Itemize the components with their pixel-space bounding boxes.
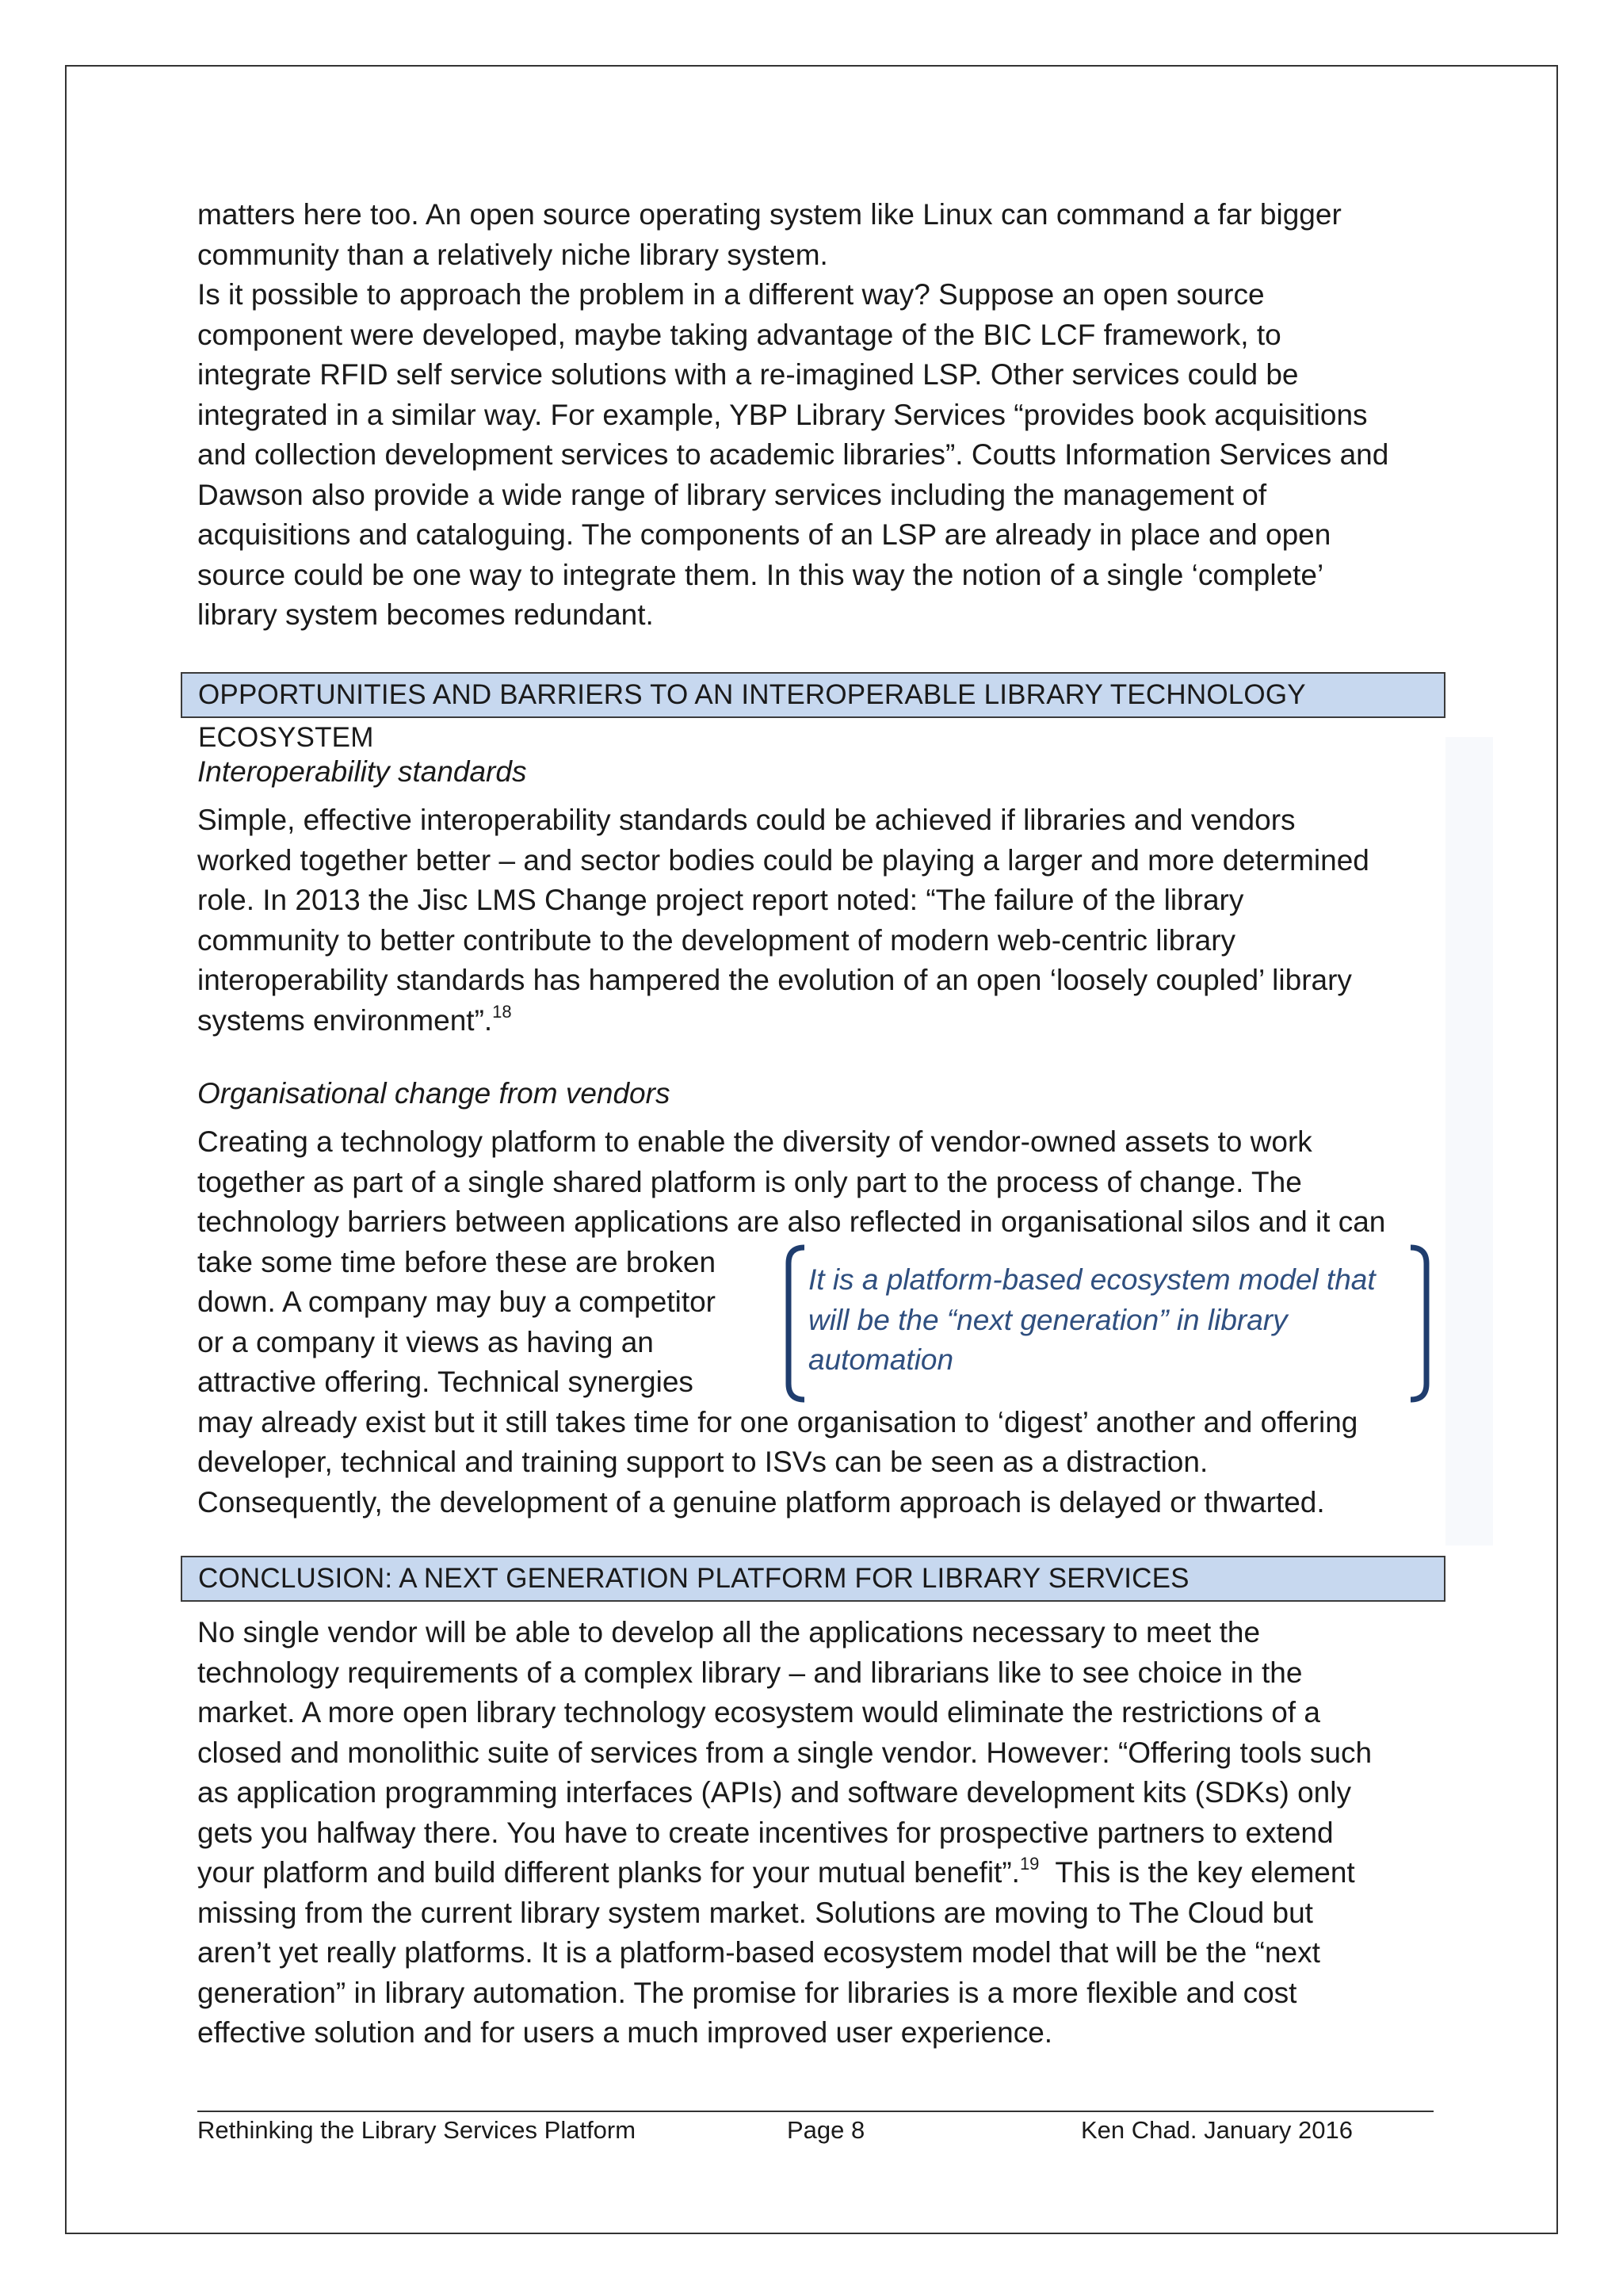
paragraph-line: integrate RFID self service solutions with a re-imagined LSP. Other services could be xyxy=(197,358,1299,391)
intro-paragraph xyxy=(197,195,1442,636)
subsection-title: Organisational change from vendors xyxy=(197,1077,670,1110)
paragraph-text: This is the key element xyxy=(1039,1856,1355,1889)
left-bracket-icon xyxy=(781,1244,812,1403)
section-heading-conclusion: CONCLUSION: A NEXT GENERATION PLATFORM FOR LIBRARY SERVICES xyxy=(181,1556,1445,1602)
paragraph-line: Consequently, the development of a genuine platform approach is delayed or thwarted. xyxy=(197,1485,1325,1519)
paragraph-line: acquisitions and cataloguing. The components of an LSP are already in place and open xyxy=(197,518,1331,551)
paragraph-line: and collection development services to academic libraries”. Coutts Information Services and xyxy=(197,438,1389,471)
pull-quote-line: will be the “next generation” in library xyxy=(808,1303,1288,1336)
paragraph-line: or a company it views as having an xyxy=(197,1325,654,1358)
paragraph-line: library system becomes redundant. xyxy=(197,598,654,631)
paragraph-line: source could be one way to integrate them. In this way the notion of a single ‘complete’ xyxy=(197,558,1324,591)
pull-quote-line: automation xyxy=(808,1343,954,1376)
paragraph-line: Is it possible to approach the problem in a different way? Suppose an open source xyxy=(197,278,1265,311)
paragraph-line: technology barriers between applications are also reflected in organisational silos and it can xyxy=(197,1205,1386,1238)
paragraph-line: No single vendor will be able to develop all the applications necessary to meet the xyxy=(197,1616,1261,1648)
paragraph-line: technology requirements of a complex library – and librarians like to see choice in the xyxy=(197,1656,1303,1689)
subsection-body xyxy=(197,800,1442,1001)
subsection-interoperability xyxy=(197,752,1442,1041)
paragraph-line: missing from the current library system market. Solutions are moving to The Cloud but xyxy=(197,1896,1313,1929)
paragraph-line: attractive offering. Technical synergies xyxy=(197,1366,693,1398)
paragraph-line: effective solution and for users a much improved user experience. xyxy=(197,2016,1053,2049)
right-bracket-icon xyxy=(1403,1244,1434,1403)
paragraph-text: systems environment”. xyxy=(197,1003,493,1037)
paragraph-line: as application programming interfaces (APIs) and software development kits (SDKs) only xyxy=(197,1776,1351,1809)
paragraph-text: your platform and build different planks for your mutual benefit”. xyxy=(197,1856,1020,1889)
subsection-body-continued xyxy=(197,1403,1442,1523)
section-heading-opportunities: OPPORTUNITIES AND BARRIERS TO AN INTEROPERABLE LIBRARY TECHNOLOGY ECOSYSTEM xyxy=(181,672,1445,718)
footer-rule xyxy=(197,2111,1434,2112)
paragraph-line: matters here too. An open source operating system like Linux can command a far bigger xyxy=(197,198,1342,231)
footer-page-number: Page 8 xyxy=(787,2116,865,2144)
paragraph-line: developer, technical and training support to ISVs can be seen as a distraction. xyxy=(197,1446,1209,1478)
paragraph-line: Dawson also provide a wide range of library services including the management of xyxy=(197,478,1267,511)
paragraph-line: may already exist but it still takes time for one organisation to ‘digest’ another and offering xyxy=(197,1405,1358,1438)
paragraph-line: together as part of a single shared platform is only part to the process of change. The xyxy=(197,1165,1302,1198)
subsection-title: Interoperability standards xyxy=(197,755,527,788)
footnote-ref-18[interactable]: 18 xyxy=(492,1001,512,1022)
paragraph-line: aren’t yet really platforms. It is a platform-based ecosystem model that will be the “next xyxy=(197,1936,1320,1969)
paragraph-line: market. A more open library technology ecosystem would eliminate the restrictions of a xyxy=(197,1696,1320,1729)
paragraph-line: community to better contribute to the development of modern web-centric library xyxy=(197,923,1236,957)
paragraph-line: down. A company may buy a competitor xyxy=(197,1286,716,1318)
paragraph-line: take some time before these are broken xyxy=(197,1245,716,1278)
paragraph-line: component were developed, maybe taking advantage of the BIC LCF framework, to xyxy=(197,318,1281,351)
paragraph-line xyxy=(197,1853,1442,1893)
paragraph-line: community than a relatively niche library system. xyxy=(197,238,828,271)
pull-quote-line: It is a platform-based ecosystem model that xyxy=(808,1263,1376,1296)
conclusion-paragraph xyxy=(197,1613,1442,2053)
footer-author-date: Ken Chad. January 2016 xyxy=(1081,2116,1353,2144)
paragraph-line: closed and monolithic suite of services from a single vendor. However: “Offering tools such xyxy=(197,1736,1373,1769)
paragraph-line: gets you halfway there. You have to create incentives for prospective partners to extend xyxy=(197,1816,1334,1849)
page-margin-shade xyxy=(1445,737,1493,1545)
paragraph-line: Creating a technology platform to enable the diversity of vendor-owned assets to work xyxy=(197,1125,1312,1158)
footer-title: Rethinking the Library Services Platform xyxy=(197,2116,636,2144)
wrapped-text xyxy=(197,1243,752,1403)
pull-quote xyxy=(808,1260,1403,1381)
paragraph-line: generation” in library automation. The promise for libraries is a more flexible and cost xyxy=(197,1976,1297,2009)
paragraph-line: integrated in a similar way. For example, YBP Library Services “provides book acquisitions xyxy=(197,398,1368,431)
paragraph-line: role. In 2013 the Jisc LMS Change project report noted: “The failure of the library xyxy=(197,884,1244,916)
paragraph-line: worked together better – and sector bodies could be playing a larger and more determined xyxy=(197,843,1369,877)
subsection-body xyxy=(197,1122,1442,1243)
paragraph-line xyxy=(197,1001,1442,1041)
footnote-ref-19[interactable]: 19 xyxy=(1019,1854,1040,1874)
paragraph-line: Simple, effective interoperability standards could be achieved if libraries and vendors xyxy=(197,804,1296,836)
paragraph-line: interoperability standards has hampered the evolution of an open ‘loosely coupled’ library xyxy=(197,964,1352,996)
